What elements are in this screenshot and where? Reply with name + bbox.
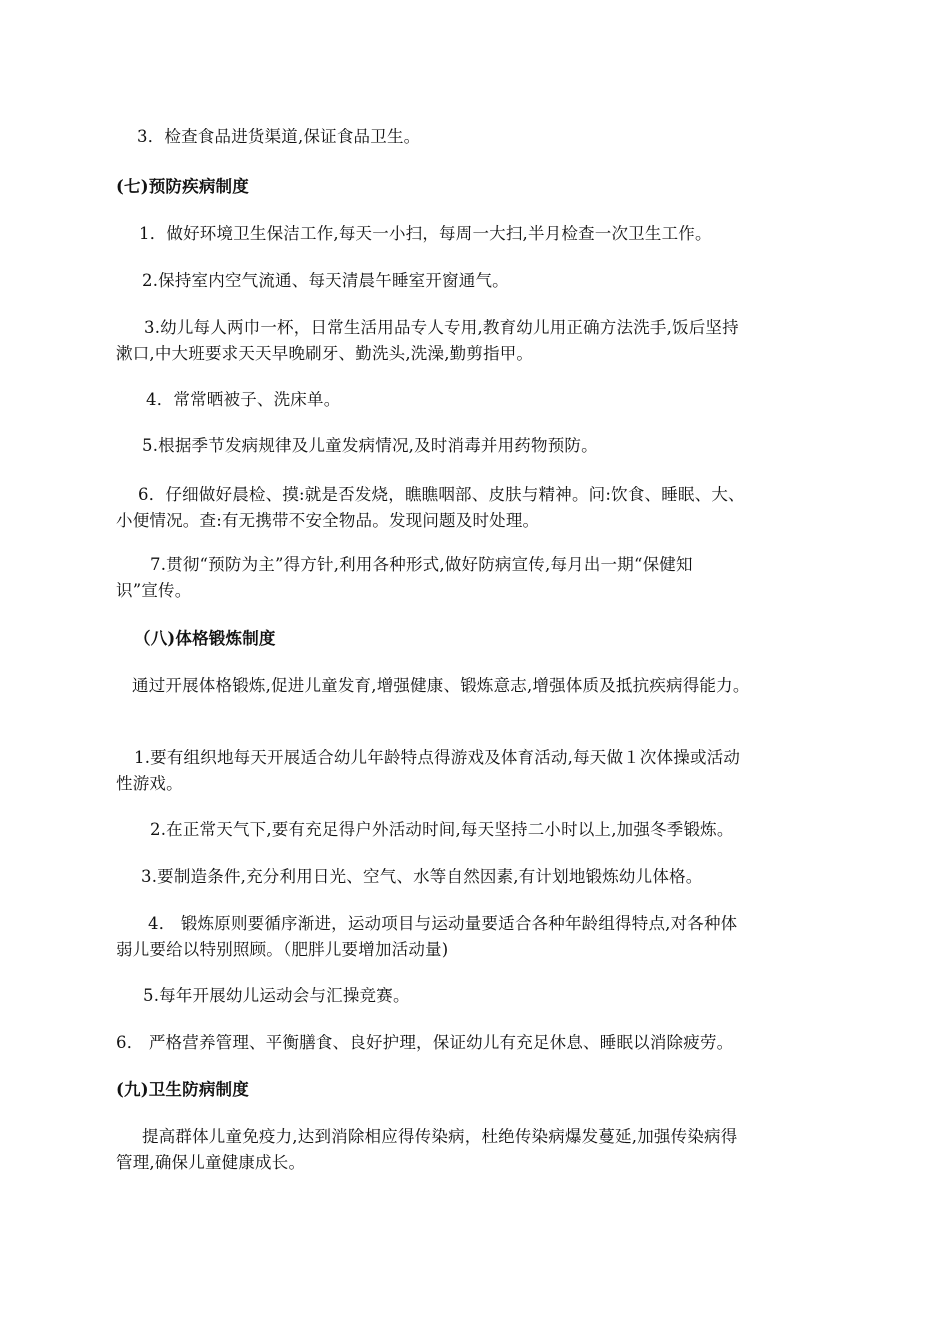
text-line: 4． 锻炼原则要循序渐进，运动项目与运动量要适合各种年龄组得特点,对各种体 (148, 914, 738, 933)
text-line: 6． 严格营养管理、平衡膳食、良好护理，保证幼儿有充足休息、睡眠以消除疲劳。 (116, 1033, 734, 1052)
text-line: 弱儿要给以特别照顾。（肥胖儿要增加活动量) (116, 940, 449, 959)
heading-text: (七)预防疾病制度 (116, 177, 249, 196)
paragraph-item-6-nutrition (116, 1030, 950, 1056)
text-line: 7.贯彻“预防为主”得方针,利用各种形式,做好防病宣传,每月出一期“保健知 (150, 555, 693, 574)
text-line: 漱口,中大班要求天天早晚刷牙、勤洗头,洗澡,勤剪指甲。 (116, 344, 534, 363)
paragraph-item-3-natural-factors (141, 864, 950, 890)
paragraph-item-5-sports-meet (143, 983, 950, 1009)
paragraph-item-4-bedding (146, 387, 950, 413)
text-line: 2.保持室内空气流通、每天清晨午睡室开窗通气。 (142, 271, 509, 290)
text-line: 4．常常晒被子、洗床单。 (146, 390, 341, 409)
paragraph-immunity (116, 1124, 950, 1176)
heading-text: (九)卫生防病制度 (116, 1080, 249, 1099)
paragraph-item-6-morning-check (116, 482, 950, 534)
text-line: 识”宣传。 (116, 581, 192, 600)
text-line: 小便情况。查:有无携带不安全物品。发现问题及时处理。 (116, 511, 540, 530)
text-line: 1.要有组织地每天开展适合幼儿年龄特点得游戏及体育活动,每天做１次体操或活动 (134, 748, 741, 767)
section-heading-8 (134, 626, 950, 652)
text-line: 性游戏。 (116, 774, 183, 793)
paragraph-exercise-intro (132, 673, 950, 699)
paragraph-item-1-cleaning (139, 221, 950, 247)
section-heading-9 (116, 1077, 950, 1103)
text-line: 1．做好环境卫生保洁工作,每天一小扫，每周一大扫,半月检查一次卫生工作。 (139, 224, 712, 243)
paragraph-item-3-food-source (137, 124, 950, 150)
text-line: 3．检查食品进货渠道,保证食品卫生。 (137, 127, 421, 146)
text-line: 通过开展体格锻炼,促进儿童发育,增强健康、锻炼意志,增强体质及抵抗疾病得能力。 (132, 676, 750, 695)
heading-text: （八)体格锻炼制度 (134, 629, 276, 648)
text-line: 3.幼儿每人两巾一杯，日常生活用品专人专用,教育幼儿用正确方法洗手,饭后坚持 (144, 318, 739, 337)
paragraph-item-3-hygiene (116, 315, 950, 367)
text-line: 5.每年开展幼儿运动会与汇操竞赛。 (143, 986, 410, 1005)
text-line: 3.要制造条件,充分利用日光、空气、水等自然因素,有计划地锻炼幼儿体格。 (141, 867, 703, 886)
text-line: 管理,确保儿童健康成长。 (116, 1153, 306, 1172)
paragraph-item-4-gradual (116, 911, 950, 963)
paragraph-item-2-ventilation (142, 268, 950, 294)
paragraph-item-5-disinfection (142, 433, 950, 459)
text-line: 2.在正常天气下,要有充足得户外活动时间,每天坚持二小时以上,加强冬季锻炼。 (150, 820, 734, 839)
paragraph-item-1-activities (116, 745, 950, 797)
paragraph-item-7-prevention (116, 552, 950, 604)
text-line: 5.根据季节发病规律及儿童发病情况,及时消毒并用药物预防。 (142, 436, 598, 455)
section-heading-7 (116, 174, 950, 200)
text-line: 提高群体儿童免疫力,达到消除相应得传染病，杜绝传染病爆发蔓延,加强传染病得 (142, 1127, 738, 1146)
paragraph-item-2-outdoor (150, 817, 950, 843)
text-line: 6．仔细做好晨检、摸:就是否发烧，瞧瞧咽部、皮肤与精神。问:饮食、睡眠、大、 (138, 485, 745, 504)
